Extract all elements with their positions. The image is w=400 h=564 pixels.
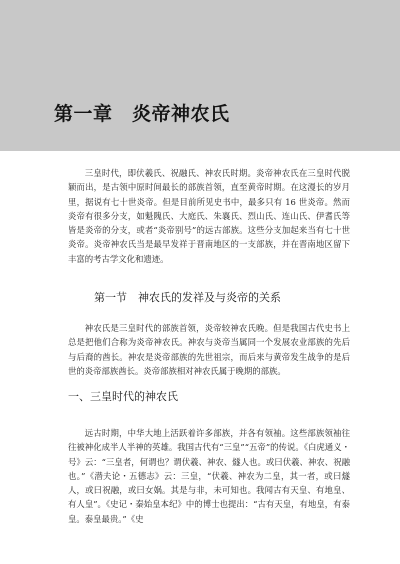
chapter-title: 第一章 炎帝神农氏: [54, 103, 230, 125]
intro-paragraph: 三皇时代，即伏羲氏、祝融氏、神农氏时期。炎帝神农氏在三皇时代脱颖而出，是古领中原时间最长的部族首领，直至黄帝时期。在这漫长的岁月里，据说有七十世炎帝。但是目前所见史书中，最多只有 16 世炎帝。然而炎帝有很多分支，如魁隗氏、大庭氏、朱襄氏、烈山氏、连山氏、伊耆氏等皆是炎帝的分支，或者“炎帝别号”的远古部族。这些分支加起来当有七十世炎帝。炎帝神农氏当是最早发祥于晋南地区的一支部族，并在晋南地区留下丰富的考古学文化和遗迹。: [68, 168, 350, 264]
chapter-header-band: [0, 0, 400, 151]
section-paragraph: 神农氏是三皇时代的部族首领，炎帝较神农氏晚。但是我国古代史书上总是把他们合称为炎帝神农氏。神农与炎帝当属同一个发展农业部族的先后与后裔的酋长。神农是炎帝部族的先世祖宗，而后来与黄帝发生战争的是后世的炎帝部族酋长。炎帝部族相对神农氏属于晚期的部族。: [68, 323, 350, 376]
subsection-paragraph: 远古时期，中华大地上活跃着许多部族，并各有领袖。这些部族领袖往往被神化成半人半神的英雄。我国古代有“三皇”“五帝”的传说。《白虎通义・号》云：“三皇者，何谓也？谓伏羲、神农、燧人也。或曰伏羲、神农、祝融也。”《潜夫论・五德志》云：三皇，“伏羲、神农为二皇，其一者，或曰燧人，或曰祝融，或曰女娲。其是与非，未可知也。我闻古有天皇、有地皇、有人皇”。《史记・秦始皇本纪》中的博士也提出：“古有天皇，有地皇，有泰皇。泰皇最贵。”《史: [68, 428, 350, 524]
section-title: 第一节 神农氏的发祥及与炎帝的关系: [94, 291, 281, 304]
subsection-title: 一、三皇时代的神农氏: [68, 390, 178, 403]
